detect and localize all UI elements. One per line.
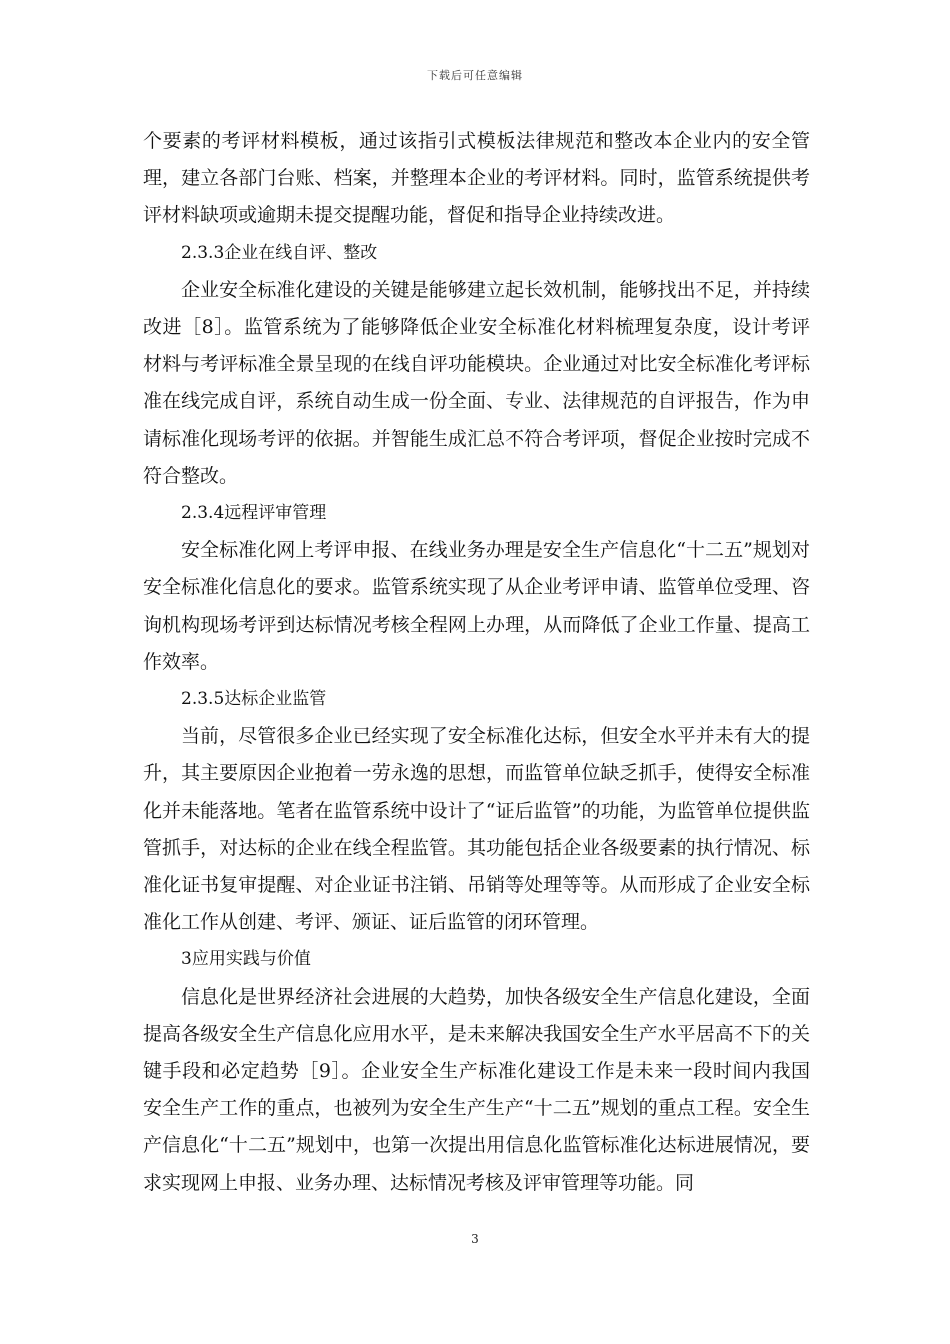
paragraph-application-value: 信息化是世界经济社会进展的大趋势，加快各级安全生产信息化建设，全面提高各级安全生产信息化应用水平，是未来解决我国安全生产水平居高不下的关键手段和必定趋势［9］。企业安全生产标准化建设工作是未来一段时间内我国安全生产工作的重点，也被列为安全生产生产“十二五”规划的重点工程。安全生产信息化“十二五”规划中，也第一次提出用信息化监管标准化达标进展情况，要求实现网上申报、业务办理、达标情况考核及评审管理等功能。同 (143, 985, 810, 1194)
section-heading-2-3-4: 2.3.4远程评审管理 (181, 503, 327, 524)
section-heading-3: 3应用实践与价值 (181, 949, 311, 970)
section-heading-2-3-5: 2.3.5达标企业监管 (181, 689, 327, 710)
paragraph-remote-review: 安全标准化网上考评申报、在线业务办理是安全生产信息化“十二五”规划对安全标准化信息化的要求。监管系统实现了从企业考评申请、监管单位受理、咨询机构现场考评到达标情况考核全程网上办理，从而降低了企业工作量、提高工作效率。 (143, 539, 810, 673)
paragraph-compliance-supervision: 当前，尽管很多企业已经实现了安全标准化达标，但安全水平并未有大的提升，其主要原因企业抱着一劳永逸的思想，而监管单位缺乏抓手，使得安全标准化并未能落地。笔者在监管系统中设计了“证后监管”的功能，为监管单位提供监管抓手，对达标的企业在线全程监管。其功能包括企业各级要素的执行情况、标准化证书复审提醒、对企业证书注销、吊销等处理等等。从而形成了企业安全标准化工作从创建、考评、颁证、证后监管的闭环管理。 (143, 725, 810, 934)
section-heading-2-3-3: 2.3.3企业在线自评、整改 (181, 242, 378, 263)
paragraph-self-evaluation: 企业安全标准化建设的关键是能够建立起长效机制，能够找出不足，并持续改进［8］。监管系统为了能够降低企业安全标准化材料梳理复杂度，设计考评材料与考评标准全景呈现的在线自评功能模块。企业通过对比安全标准化考评标准在线完成自评，系统自动生成一份全面、专业、法律规范的自评报告，作为申请标准化现场考评的依据。并智能生成汇总不符合考评项，督促企业按时完成不符合整改。 (143, 278, 810, 487)
paragraph-continuation: 个要素的考评材料模板，通过该指引式模板法律规范和整改本企业内的安全管理，建立各部门台账、档案，并整理本企业的考评材料。同时，监管系统提供考评材料缺项或逾期未提交提醒功能，督促和指导企业持续改进。 (143, 130, 810, 227)
page-header: 下载后可任意编辑 (427, 69, 523, 82)
document-body (143, 123, 810, 1202)
page-number: 3 (471, 1232, 479, 1246)
